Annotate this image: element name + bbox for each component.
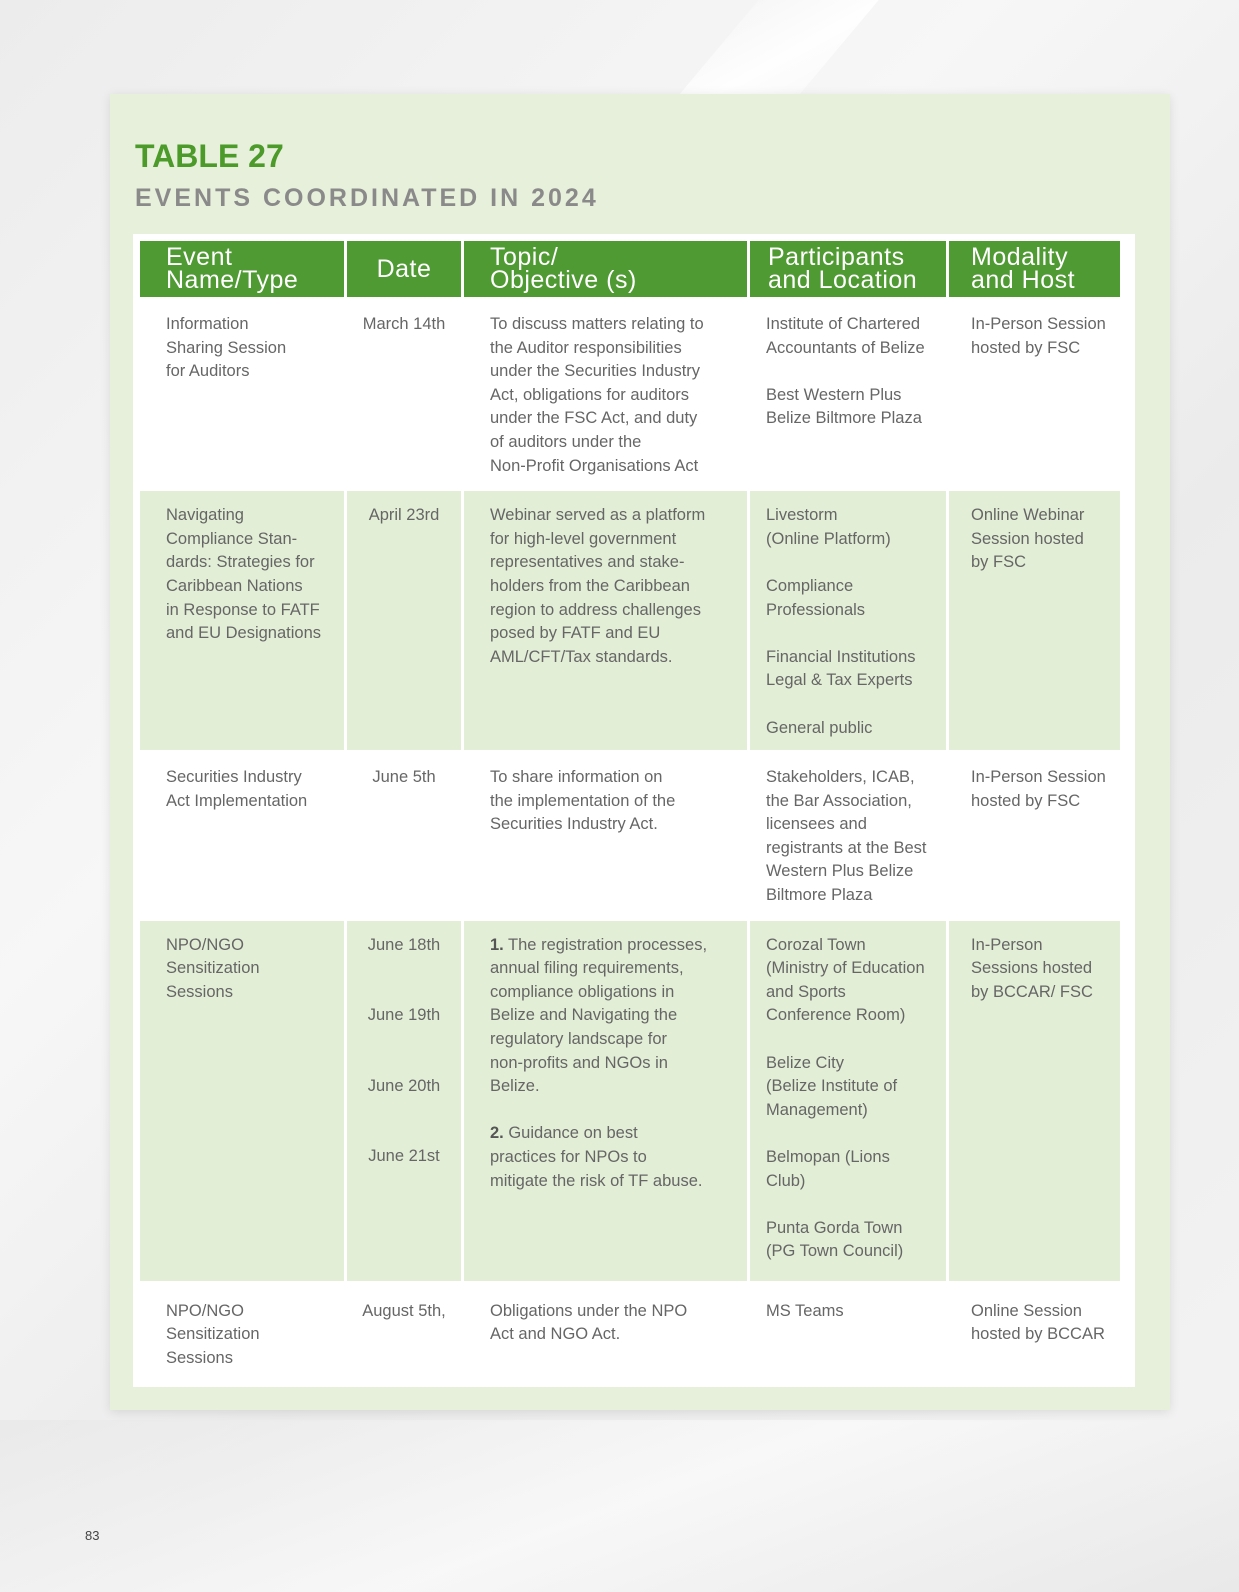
- cell-line: dards: Strategies for: [166, 553, 315, 572]
- item-number: 2.: [490, 1124, 504, 1143]
- cell-line: Belize Biltmore Plaza: [766, 409, 922, 428]
- cell-line: hosted by FSC: [971, 338, 1081, 357]
- cell-event: [140, 1284, 344, 1384]
- cell-participants: [750, 300, 946, 488]
- cell-participants: [750, 1284, 946, 1384]
- cell-line: regulatory landscape for: [490, 1030, 668, 1049]
- cell-event: [140, 921, 344, 1281]
- cell-line: Caribbean Nations: [166, 576, 303, 595]
- cell-line: representatives and stake-: [490, 553, 685, 572]
- cell-line: in Response to FATF: [166, 600, 320, 619]
- cell-line: Act, obligations for auditors: [490, 385, 690, 404]
- cell-line: To discuss matters relating to: [490, 315, 704, 333]
- table-header-row: [140, 241, 1120, 297]
- cell-line: non-profits and NGOs in: [490, 1053, 668, 1072]
- cell-line: NPO/NGO: [166, 935, 244, 954]
- cell-line: In-Person Session: [971, 768, 1106, 787]
- cell-dates: [347, 921, 461, 1281]
- cell-line: In-Person Session: [971, 315, 1106, 333]
- cell-line: Punta Gorda Town: [766, 1218, 903, 1237]
- cell-event: [140, 491, 344, 750]
- cell-line: MS Teams: [766, 1301, 844, 1320]
- header-text: Event: [166, 243, 233, 271]
- cell-line: (Online Platform): [766, 529, 891, 548]
- cell-line: (Ministry of Education: [766, 959, 925, 978]
- header-event-name-type: [140, 241, 344, 297]
- cell-line: Sessions hosted: [971, 959, 1093, 978]
- cell-modality: [949, 300, 1120, 488]
- cell-line: AML/CFT/Tax standards.: [490, 647, 673, 666]
- cell-line: mitigate the risk of TF abuse.: [490, 1171, 703, 1190]
- cell-date-line: June 20th: [367, 1076, 441, 1095]
- cell-line: Sharing Session: [166, 338, 287, 357]
- cell-line: Institute of Chartered: [766, 315, 921, 333]
- cell-line: Guidance on best: [503, 1124, 638, 1143]
- cell-topic: [464, 1284, 747, 1384]
- cell-line: In-Person: [971, 935, 1043, 954]
- cell-line: Webinar served as a platform: [490, 506, 706, 525]
- cell-line: To share information on: [490, 768, 663, 787]
- cell-line: Belize and Navigating the: [490, 1006, 678, 1025]
- cell-line: Legal & Tax Experts: [766, 671, 913, 690]
- cell-topic: [464, 753, 747, 918]
- cell-line: Act and NGO Act.: [490, 1325, 621, 1344]
- cell-line: Conference Room): [766, 1006, 906, 1025]
- cell-line: Sensitization: [166, 1325, 260, 1344]
- cell-line: Sessions: [166, 1348, 233, 1367]
- cell-line: and Sports: [766, 982, 846, 1001]
- cell-date-line: June 21st: [368, 1147, 440, 1166]
- cell-line: Non-Profit Organisations Act: [490, 456, 699, 475]
- header-text: Topic/: [490, 243, 559, 271]
- cell-line: Compliance Stan-: [166, 529, 298, 548]
- cell-line: registrants at the Best: [766, 838, 927, 857]
- header-text: and Location: [768, 266, 918, 294]
- cell-line: Obligations under the NPO: [490, 1301, 688, 1320]
- cell-modality: [949, 753, 1120, 918]
- cell-line: hosted by FSC: [971, 791, 1081, 810]
- background-streak: [0, 1420, 1239, 1592]
- cell-line: Belize.: [490, 1077, 540, 1096]
- cell-line: NPO/NGO: [166, 1301, 244, 1320]
- header-topic-objective: [464, 241, 747, 297]
- cell-modality: [949, 1284, 1120, 1384]
- cell-line: Belize City: [766, 1053, 844, 1072]
- cell-line: Corozal Town: [766, 935, 866, 954]
- events-table-container: [133, 234, 1135, 1387]
- table-row: [140, 300, 1120, 488]
- cell-line: hosted by BCCAR: [971, 1325, 1105, 1344]
- header-text: Modality: [971, 243, 1069, 271]
- cell-participants: [750, 753, 946, 918]
- cell-topic: [464, 921, 747, 1281]
- cell-event: [140, 300, 344, 488]
- cell-date: April 23rd: [347, 491, 461, 750]
- cell-line: Navigating: [166, 506, 244, 525]
- cell-line: licensees and: [766, 815, 867, 834]
- cell-line: Act Implementation: [166, 791, 308, 810]
- table-subtitle: EVENTS COORDINATED IN 2024: [135, 184, 599, 212]
- header-participants-location: [750, 241, 946, 297]
- cell-line: holders from the Caribbean: [490, 576, 690, 595]
- cell-line: Professionals: [766, 600, 866, 619]
- cell-modality: [949, 491, 1120, 750]
- cell-topic: [464, 491, 747, 750]
- table-row: [140, 921, 1120, 1281]
- cell-line: Securities Industry: [166, 768, 302, 787]
- cell-line: Livestorm: [766, 506, 838, 525]
- cell-line: Online Webinar: [971, 506, 1085, 525]
- table-title: TABLE 27: [135, 138, 284, 174]
- cell-line: Compliance: [766, 576, 854, 595]
- table-row: [140, 753, 1120, 918]
- cell-line: Best Western Plus: [766, 385, 902, 404]
- header-text: Objective (s): [490, 266, 637, 294]
- cell-modality: [949, 921, 1120, 1281]
- cell-date-line: June 19th: [367, 1006, 441, 1025]
- events-table: [137, 238, 1123, 1387]
- cell-line: General public: [766, 718, 873, 737]
- header-text: and Host: [971, 266, 1076, 294]
- cell-line: The registration processes,: [503, 935, 708, 954]
- cell-line: Financial Institutions: [766, 647, 916, 666]
- cell-line: region to address challenges: [490, 600, 701, 619]
- cell-line: the Auditor responsibilities: [490, 338, 682, 357]
- cell-line: the Bar Association,: [766, 791, 912, 810]
- cell-line: Belmopan (Lions: [766, 1148, 890, 1166]
- cell-participants: [750, 491, 946, 750]
- header-text: Participants: [768, 243, 905, 271]
- cell-line: (Belize Institute of: [766, 1077, 898, 1096]
- cell-line: Sessions: [166, 982, 233, 1001]
- cell-topic: [464, 300, 747, 488]
- cell-line: Online Session: [971, 1301, 1082, 1320]
- cell-date: August 5th,: [347, 1284, 461, 1384]
- cell-date: March 14th: [347, 300, 461, 488]
- cell-line: Western Plus Belize: [766, 862, 914, 881]
- cell-date-line: June 18th: [367, 935, 441, 954]
- item-number: 1.: [490, 935, 504, 954]
- cell-participants: [750, 921, 946, 1281]
- cell-line: Accountants of Belize: [766, 338, 925, 357]
- cell-line: compliance obligations in: [490, 982, 675, 1001]
- cell-line: (PG Town Council): [766, 1242, 904, 1261]
- cell-event: [140, 753, 344, 918]
- cell-line: Sensitization: [166, 959, 260, 978]
- cell-line: Stakeholders, ICAB,: [766, 768, 915, 787]
- header-modality-host: [949, 241, 1120, 297]
- cell-line: by FSC: [971, 553, 1027, 572]
- cell-line: Information: [166, 315, 249, 333]
- cell-line: under the Securities Industry: [490, 362, 701, 381]
- header-text: Name/Type: [166, 266, 299, 294]
- cell-date: June 5th: [347, 753, 461, 918]
- cell-line: Securities Industry Act.: [490, 815, 658, 834]
- header-date: Date: [347, 241, 461, 297]
- cell-line: for high-level government: [490, 529, 677, 548]
- cell-line: posed by FATF and EU: [490, 624, 661, 643]
- cell-line: and EU Designations: [166, 624, 322, 643]
- cell-line: of auditors under the: [490, 432, 642, 451]
- cell-line: Biltmore Plaza: [766, 886, 873, 905]
- cell-line: practices for NPOs to: [490, 1148, 647, 1166]
- cell-line: Session hosted: [971, 529, 1084, 548]
- table-row: [140, 1284, 1120, 1384]
- cell-line: Management): [766, 1100, 868, 1119]
- cell-line: under the FSC Act, and duty: [490, 409, 698, 428]
- cell-line: for Auditors: [166, 362, 250, 381]
- cell-line: Club): [766, 1171, 806, 1190]
- cell-line: by BCCAR/ FSC: [971, 982, 1093, 1001]
- cell-line: the implementation of the: [490, 791, 676, 810]
- page-number: 83: [85, 1528, 100, 1543]
- cell-line: annual filing requirements,: [490, 959, 684, 978]
- table-row: [140, 491, 1120, 750]
